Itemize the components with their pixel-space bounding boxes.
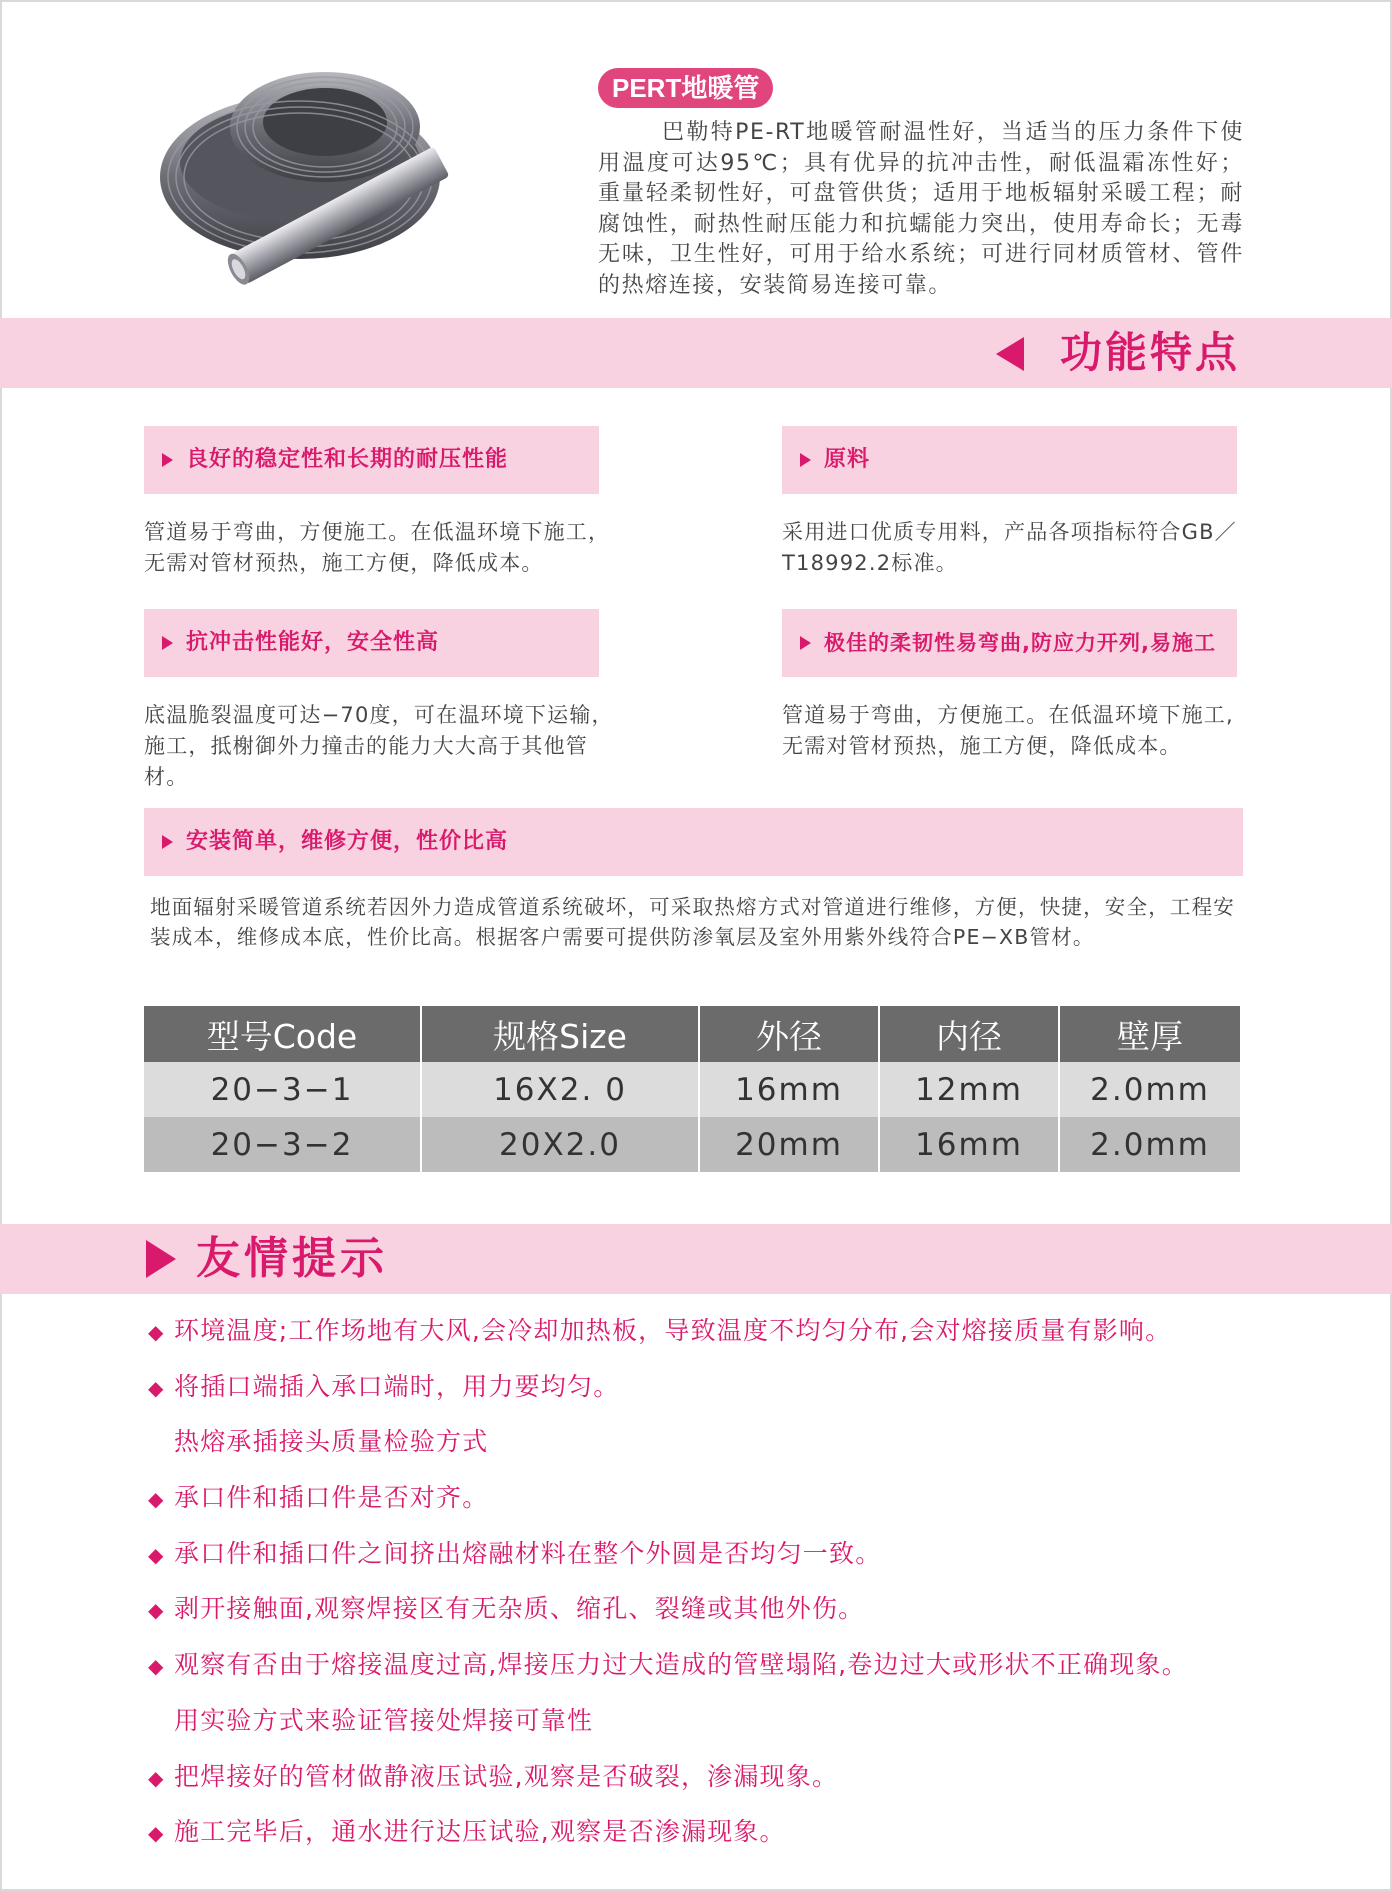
table-header-cell: 型号Code bbox=[144, 1006, 421, 1062]
table-header-cell: 内径 bbox=[879, 1006, 1059, 1062]
feature-text-3: 底温脆裂温度可达−70度，可在温环境下运输，施工，抵榭御外力撞击的能力大大高于其他管材。 bbox=[144, 703, 614, 789]
feature-label-5: 安装简单，维修方便，性价比高 bbox=[186, 829, 509, 854]
tip-text: 剥开接触面,观察焊接区有无杂质、缩孔、裂缝或其他外伤。 bbox=[174, 1594, 865, 1624]
feature-heading-3 bbox=[144, 609, 599, 677]
tip-text: 观察有否由于熔接温度过高,焊接压力过大造成的管壁塌陷,卷边过大或形状不正确现象。 bbox=[174, 1650, 1188, 1680]
diamond-bullet-icon: ◆ bbox=[148, 1375, 165, 1400]
tip-item bbox=[148, 1811, 1268, 1867]
triangle-icon bbox=[162, 835, 173, 849]
feature-label-4: 极佳的柔韧性易弯曲,防应力开列,易施工 bbox=[824, 631, 1216, 655]
arrow-right-icon bbox=[146, 1240, 176, 1278]
product-tag: PERT地暖管 bbox=[598, 68, 773, 108]
diamond-bullet-icon: ◆ bbox=[148, 1654, 165, 1679]
table-cell: 20mm bbox=[699, 1117, 879, 1172]
tips-title: 友情提示 bbox=[196, 1233, 388, 1284]
table-cell: 16X2. 0 bbox=[421, 1062, 699, 1117]
feature-heading-2 bbox=[782, 426, 1237, 494]
triangle-icon bbox=[162, 453, 173, 467]
tip-text: 环境温度;工作场地有大风,会冷却加热板，导致温度不均匀分布,会对熔接质量有影响。 bbox=[174, 1316, 1172, 1345]
diamond-bullet-icon: ◆ bbox=[148, 1487, 165, 1512]
tip-item bbox=[148, 1700, 1268, 1756]
tip-text: 将插口端插入承口端时，用力要均匀。 bbox=[174, 1371, 620, 1401]
table-cell: 16mm bbox=[699, 1062, 879, 1117]
feature-text-2: 采用进口优质专用料，产品各项指标符合GB／T18992.2标准。 bbox=[782, 520, 1237, 575]
tip-item bbox=[148, 1644, 1268, 1700]
arrow-left-icon bbox=[996, 337, 1024, 371]
table-cell: 2.0mm bbox=[1059, 1117, 1240, 1172]
feature-text-1: 管道易于弯曲，方便施工。在低温环境下施工，无需对管材预热，施工方便，降低成本。 bbox=[144, 520, 611, 575]
feature-label-3: 抗冲击性能好，安全性高 bbox=[186, 630, 440, 655]
table-cell: 12mm bbox=[879, 1062, 1059, 1117]
feature-heading-1 bbox=[144, 426, 599, 494]
tip-item bbox=[148, 1310, 1268, 1366]
product-intro: 巴勒特PE-RT地暖管耐温性好，当适当的压力条件下使用温度可达95℃；具有优异的抗冲击性，耐低温霜冻性好；重量轻柔韧性好，可盘管供货；适用于地板辐射采暖工程；耐腐蚀性，耐热性耐压能力和抗蠕能力突出，使用寿命长；无毒无味，卫生性好，可用于给水系统；可进行同材质管材、管件的热熔连接，安装简易连接可靠。 bbox=[598, 120, 1244, 298]
tips-list bbox=[148, 1310, 1268, 1867]
feature-label-1: 良好的稳定性和长期的耐压性能 bbox=[186, 447, 509, 472]
tip-item bbox=[148, 1366, 1268, 1422]
tip-text: 用实验方式来验证管接处焊接可靠性 bbox=[174, 1705, 594, 1735]
tip-item bbox=[148, 1477, 1268, 1533]
diamond-bullet-icon: ◆ bbox=[148, 1320, 165, 1344]
tip-text: 热熔承插接头质量检验方式 bbox=[174, 1427, 489, 1457]
diamond-bullet-icon: ◆ bbox=[148, 1542, 165, 1567]
features-title: 功能特点 bbox=[1059, 328, 1240, 377]
table-header-cell: 规格Size bbox=[421, 1006, 699, 1062]
tip-item bbox=[148, 1588, 1268, 1644]
table-header-cell: 外径 bbox=[699, 1006, 879, 1062]
table-cell: 20−3−2 bbox=[144, 1117, 421, 1172]
table-cell: 20X2.0 bbox=[421, 1117, 699, 1172]
table-cell: 2.0mm bbox=[1059, 1062, 1240, 1117]
triangle-icon bbox=[800, 636, 811, 650]
tip-item bbox=[148, 1756, 1268, 1812]
tip-text: 承口件和插口件是否对齐。 bbox=[174, 1483, 489, 1513]
tip-item bbox=[148, 1533, 1268, 1589]
diamond-bullet-icon: ◆ bbox=[148, 1598, 165, 1623]
table-cell: 16mm bbox=[879, 1117, 1059, 1172]
feature-text-5: 地面辐射采暖管道系统若因外力造成管道系统破坏，可采取热熔方式对管道进行维修，方便，快捷，安全，工程安装成本，维修成本底，性价比高。根据客户需要可提供防渗氧层及室外用紫外线符合PE−XB管材。 bbox=[150, 895, 1235, 949]
features-band bbox=[0, 318, 1392, 388]
triangle-icon bbox=[162, 636, 173, 650]
triangle-icon bbox=[800, 453, 811, 467]
tip-item bbox=[148, 1421, 1268, 1477]
diamond-bullet-icon: ◆ bbox=[148, 1765, 165, 1790]
tip-text: 承口件和插口件之间挤出熔融材料在整个外圆是否均匀一致。 bbox=[174, 1538, 882, 1568]
feature-label-2: 原料 bbox=[824, 447, 871, 472]
pipe-coil-image bbox=[150, 52, 480, 292]
tip-text: 施工完毕后，通水进行达压试验,观察是否渗漏现象。 bbox=[174, 1817, 786, 1847]
feature-text-4: 管道易于弯曲，方便施工。在低温环境下施工,无需对管材预热，施工方便，降低成本。 bbox=[782, 703, 1234, 758]
tip-text: 把焊接好的管材做静液压试验,观察是否破裂，渗漏现象。 bbox=[174, 1761, 839, 1791]
diamond-bullet-icon: ◆ bbox=[148, 1821, 165, 1846]
table-row bbox=[144, 1117, 1240, 1172]
table-header-cell: 壁厚 bbox=[1059, 1006, 1240, 1062]
spec-table bbox=[144, 1006, 1240, 1172]
feature-heading-5 bbox=[144, 808, 1243, 876]
table-cell: 20−3−1 bbox=[144, 1062, 421, 1117]
table-row bbox=[144, 1062, 1240, 1117]
table-header-row bbox=[144, 1006, 1240, 1062]
feature-heading-4 bbox=[782, 609, 1237, 677]
